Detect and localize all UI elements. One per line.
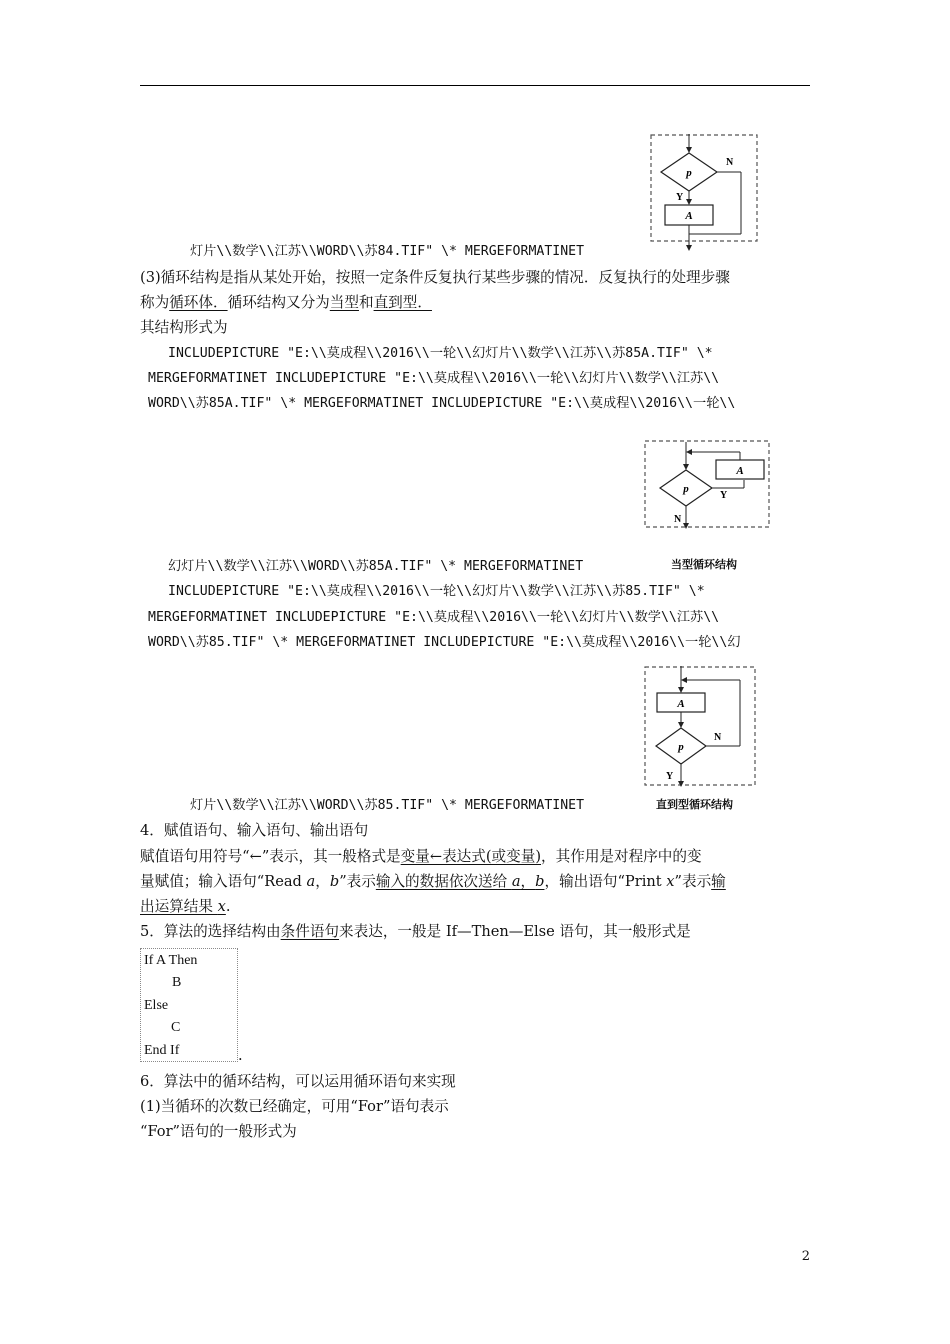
paragraph-assignment-2: 量赋值；输入语句“Read a，b”表示输入的数据依次送给 a，b，输出语句“Print x”表示输 [140,873,726,890]
flowchart-while-loop [644,440,772,530]
fig3-yes-label: Y [666,771,674,782]
field-code-line: 灯片\\数学\\江苏\\WORD\\苏85.TIF" \* MERGEFORMATINET [190,798,585,813]
flowchart-until-loop [644,666,758,788]
fig3-no-label: N [714,732,722,743]
page-number: 2 [801,1249,810,1264]
fig1-no-label: N [726,157,734,168]
period-mark: . [238,1047,243,1064]
fig3-diamond-label: p [678,741,684,753]
header-rule [140,85,810,86]
caption-until-loop: 直到型循环结构 [656,798,733,811]
text-line: 灯片\\数学\\江苏\\WORD\\苏84.TIF" \* MERGEFORMATINET [190,244,585,259]
caption-while-loop: 当型循环结构 [671,558,737,571]
text-line: (1)当循环的次数已经确定，可用“For”语句表示 [140,1098,449,1115]
fig2-no-label: N [674,514,682,525]
field-code-line: WORD\\苏85A.TIF" \* MERGEFORMATINET INCLUDEPICTURE "E:\\莫成程\\2016\\一轮\\ [148,396,736,411]
code-line: C [171,1020,181,1035]
paragraph-loop-structure-2: 称为循环体．循环结构又分为当型和直到型． [140,294,432,311]
fig1-box-label: A [685,210,693,222]
fig1-yes-label: Y [676,192,684,203]
field-code-line: MERGEFORMATINET INCLUDEPICTURE "E:\\莫成程\\2016\\一轮\\幻灯片\\数学\\江苏\\ [148,371,720,386]
code-line: Else [144,998,169,1013]
section-heading-6: 6．算法中的循环结构，可以运用循环语句来实现 [140,1073,456,1090]
code-line: B [172,975,182,990]
fig1-diamond-label: p [686,167,692,179]
code-line: End If [144,1043,180,1058]
paragraph-selection: 5．算法的选择结构由条件语句来表达，一般是 If—Then—Else 语句，其一般形式是 [140,923,691,940]
text-line: 其结构形式为 [140,319,228,336]
paragraph-assignment: 赋值语句用符号“←”表示，其一般格式是变量←表达式(或变量)，其作用是对程序中的变 [140,848,702,865]
field-code-line: INCLUDEPICTURE "E:\\莫成程\\2016\\一轮\\幻灯片\\数学\\江苏\\苏85A.TIF" \* [168,346,713,361]
paragraph-loop-structure: (3)循环结构是指从某处开始，按照一定条件反复执行某些步骤的情况．反复执行的处理步骤 [140,269,730,286]
field-code-line: INCLUDEPICTURE "E:\\莫成程\\2016\\一轮\\幻灯片\\数学\\江苏\\苏85.TIF" \* [168,584,705,599]
fig2-box-label: A [736,465,744,477]
section-heading-4: 4．赋值语句、输入语句、输出语句 [140,822,369,839]
field-code-line: 幻灯片\\数学\\江苏\\WORD\\苏85A.TIF" \* MERGEFORMATINET [168,559,584,574]
field-code-line: WORD\\苏85.TIF" \* MERGEFORMATINET INCLUDEPICTURE "E:\\莫成程\\2016\\一轮\\幻 [148,635,741,650]
field-code-line: MERGEFORMATINET INCLUDEPICTURE "E:\\莫成程\\2016\\一轮\\幻灯片\\数学\\江苏\\ [148,610,720,625]
fig3-box-label: A [677,698,685,710]
text-line: “For”语句的一般形式为 [140,1123,297,1140]
flowchart-selection [650,134,760,252]
code-line: If A Then [144,953,198,968]
paragraph-assignment-3: 出运算结果 x. [140,898,231,915]
fig2-yes-label: Y [720,490,728,501]
fig2-diamond-label: p [683,483,689,495]
